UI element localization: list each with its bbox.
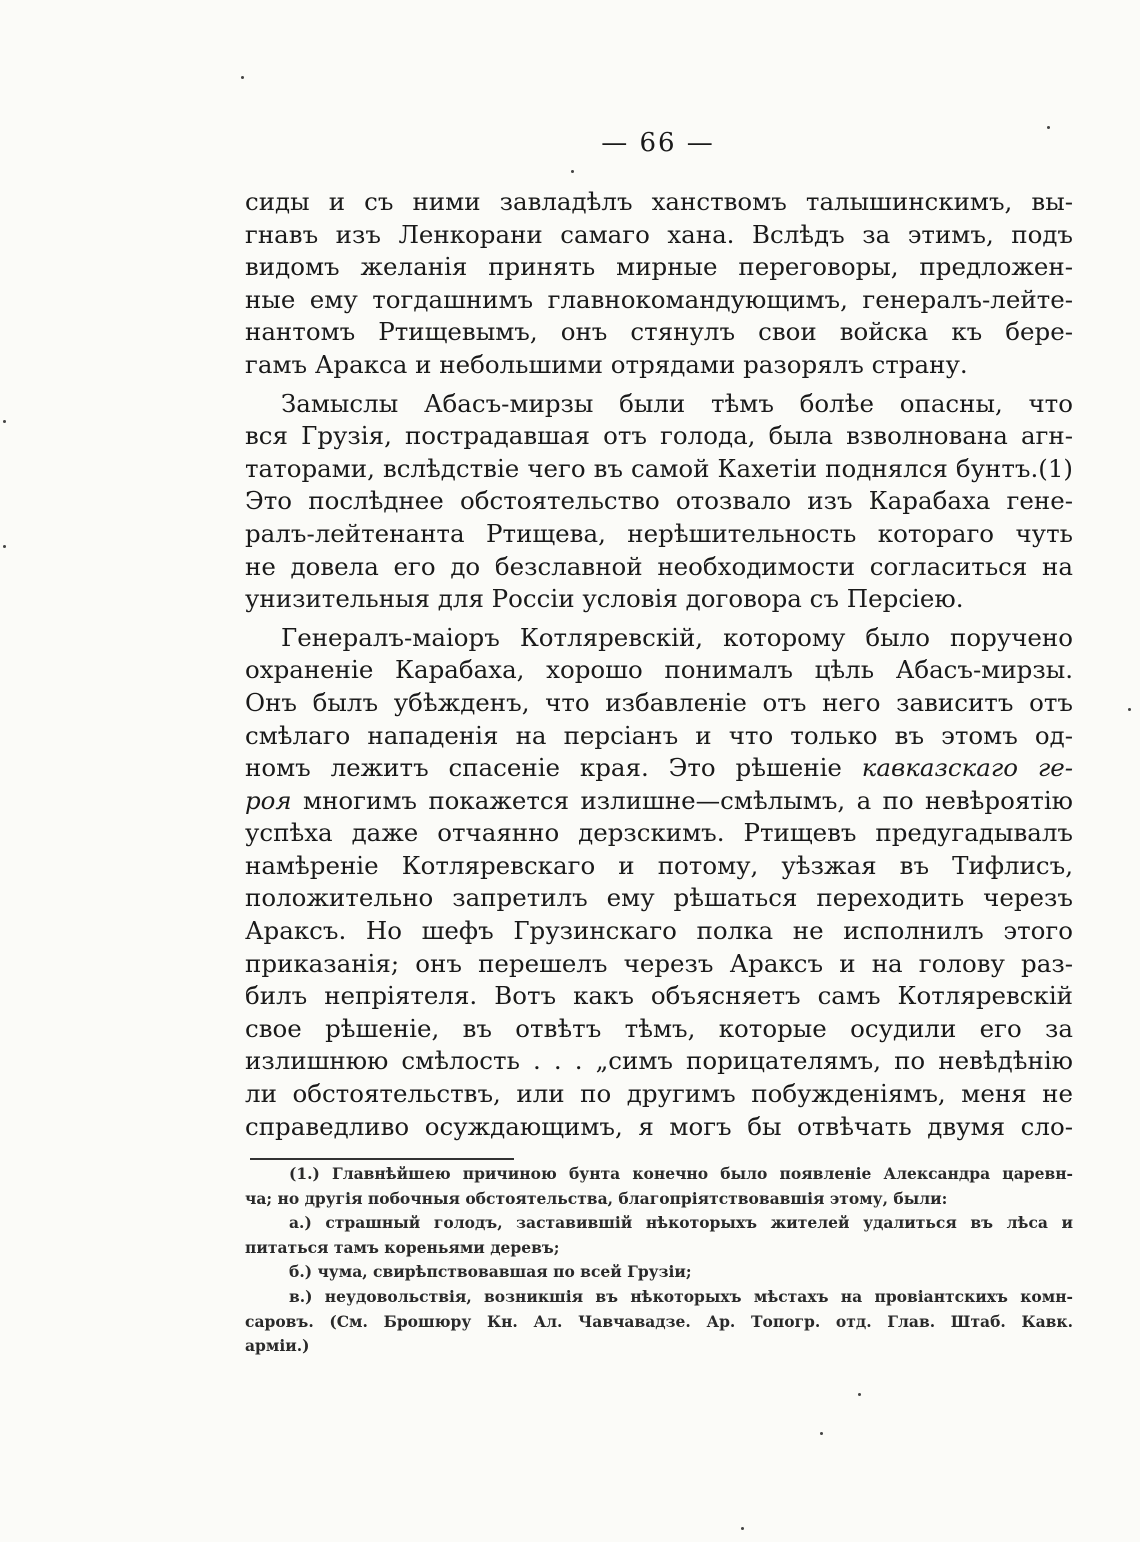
text-line: нантомъ Ртищевымъ, онъ стянулъ свои войска къ бере-	[245, 317, 1073, 347]
text-line: не довела его до безславной необходимости согласиться на	[245, 551, 1073, 581]
text-line: положительно запретилъ ему рѣшаться переходить черезъ	[245, 883, 1073, 913]
text-line: видомъ желанія принять мирные переговоры, предложен-	[245, 252, 1073, 282]
footnote-line: б.) чума, свирѣпствовавшая по всей Грузіи;	[289, 1262, 692, 1282]
text-line: вся Грузія, пострадавшая отъ голода, была взволнована агн-	[245, 421, 1073, 451]
text-line: Генералъ-маіоръ Котляревскій, которому было поручено	[281, 622, 1073, 652]
speck-5	[3, 545, 6, 548]
speck-9	[741, 1527, 744, 1530]
text-line: Араксъ. Но шефъ Грузинскаго полка не исполнилъ этого	[245, 916, 1073, 946]
speck-1	[241, 76, 244, 79]
text-line-with-italic	[245, 785, 1073, 818]
italic-phrase: роя	[245, 785, 292, 815]
text-line: успѣха даже отчаянно дерзскимъ. Ртищевъ предугадывалъ	[245, 818, 1073, 848]
text-line: справедливо осуждающимъ, я могъ бы отвѣчать двумя сло-	[245, 1111, 1073, 1141]
text-line: смѣлаго нападенія на персіанъ и что только въ этомъ од-	[245, 720, 1073, 750]
text-line: намѣреніе Котляревскаго и потому, уѣзжая въ Тифлисъ,	[245, 850, 1073, 880]
text-line: Замыслы Абасъ-мирзы были тѣмъ болѣе опасны, что	[281, 388, 1073, 418]
text-line: билъ непріятеля. Вотъ какъ объясняетъ самъ Котляревскій	[245, 981, 1073, 1011]
speck-8	[820, 1432, 823, 1435]
footnote-line: ча; но другія побочныя обстоятельства, благопріятствовавшія этому, были:	[245, 1188, 948, 1208]
footnote-divider	[250, 1158, 514, 1160]
footnote-line: а.) страшный голодъ, заставившій нѣкоторыхъ жителей удалиться въ лѣса и	[289, 1213, 1073, 1233]
text-line-with-italic	[245, 752, 1073, 785]
text-line: Онъ былъ убѣжденъ, что избавленіе отъ него зависитъ отъ	[245, 687, 1073, 717]
footnote-line: саровъ. (См. Брошюру Кн. Ал. Чавчавадзе. Ар. Топогр. отд. Глав. Штаб. Кавк.	[245, 1311, 1073, 1331]
footnotes	[245, 1162, 1073, 1359]
speck-4	[3, 420, 6, 423]
speck-3	[571, 170, 574, 173]
footnote-line: (1.) Главнѣйшею причиною бунта конечно было появленіе Александра царевн-	[289, 1164, 1073, 1183]
text-segment: номъ лежитъ спасеніе края. Это рѣшеніе	[245, 753, 842, 783]
footnote-line: питаться тамъ кореньями деревъ;	[245, 1237, 560, 1257]
text-line: ли обстоятельствъ, или по другимъ побужденіямъ, меня не	[245, 1079, 1073, 1109]
footnote-line: арміи.)	[245, 1336, 310, 1356]
italic-phrase: кавказскаго ге-	[861, 753, 1073, 783]
speck-7	[858, 1393, 861, 1396]
body-text	[245, 186, 1073, 1143]
text-line: ралъ-лейтенанта Ртищева, нерѣшительность котораго чуть	[245, 518, 1073, 548]
text-line: излишнюю смѣлость . . . „симъ порицателямъ, по невѣдѣнію	[245, 1046, 1073, 1076]
text-line: гамъ Аракса и небольшими отрядами разорялъ страну.	[245, 349, 968, 379]
text-line: сиды и съ ними завладѣлъ ханствомъ талышинскимъ, вы-	[245, 187, 1073, 216]
text-line: Это послѣднее обстоятельство отозвало изъ Карабаха гене-	[245, 486, 1073, 516]
text-line: охраненіе Карабаха, хорошо понималъ цѣль Абасъ-мирзы.	[245, 655, 1073, 685]
footnote-line: в.) неудовольствія, возникшія въ нѣкоторыхъ мѣстахъ на провіантскихъ комн-	[289, 1286, 1073, 1306]
page-number: — 66 —	[601, 128, 715, 158]
speck-6	[1128, 708, 1131, 711]
text-line: приказанія; онъ перешелъ черезъ Араксъ и на голову раз-	[245, 948, 1073, 978]
text-line: ные ему тогдашнимъ главнокомандующимъ, генералъ-лейте-	[245, 284, 1073, 314]
text-line: свое рѣшеніе, въ отвѣтъ тѣмъ, которые осудили его за	[245, 1013, 1073, 1043]
text-line: таторами, вслѣдствіе чего въ самой Кахетіи поднялся бунтъ.(1)	[245, 453, 1073, 483]
text-line: гнавъ изъ Ленкорани самаго хана. Вслѣдъ за этимъ, подъ	[245, 219, 1073, 249]
text-line: унизительныя для Россіи условія договора съ Персіею.	[245, 584, 964, 614]
text-segment: многимъ покажется излишне—смѣлымъ, а по невѣроятію	[303, 785, 1073, 815]
